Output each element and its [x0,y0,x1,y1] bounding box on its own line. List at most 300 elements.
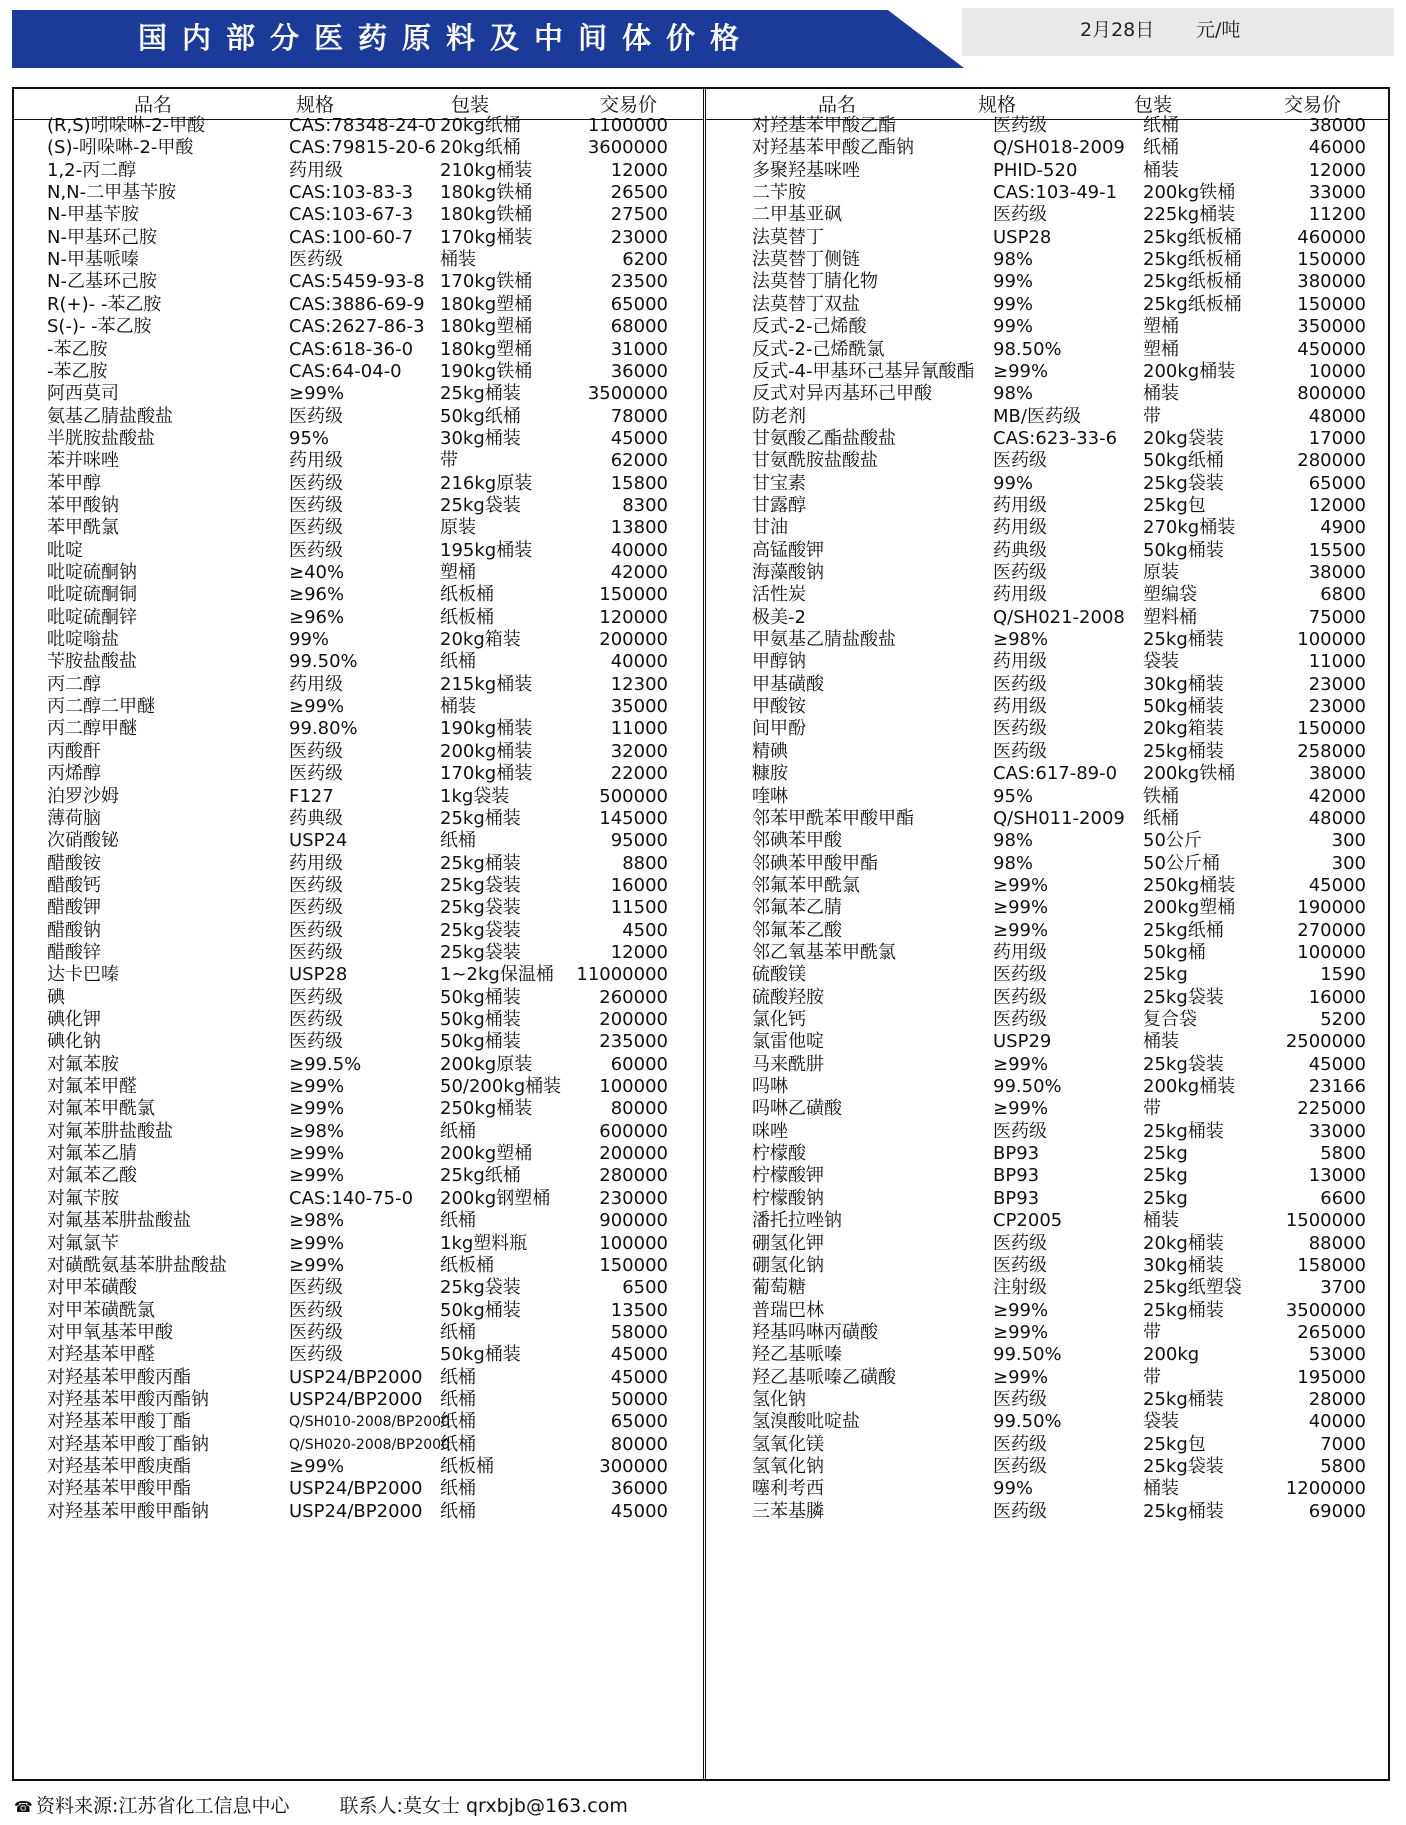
product-name: (S)-吲哚啉-2-甲酸 [47,137,194,159]
product-name: 薄荷脑 [47,807,101,829]
date-label: 2月28日 [1080,19,1155,41]
product-price: 145000 [599,807,668,829]
product-price: 5800 [1320,1143,1366,1165]
product-price: 6800 [1320,584,1366,606]
table-row [706,1499,1390,1525]
product-name: 邻氟苯乙酸 [752,919,842,941]
right-header-package: 包装 [1134,94,1173,116]
product-package: 200kg塑桶 [1143,897,1236,919]
product-price: 12000 [610,941,668,963]
product-spec: CAS:3886-69-9 [289,293,425,315]
product-spec: ≥99% [993,1299,1049,1321]
product-price: 75000 [1308,606,1366,628]
product-package: 桶装 [440,249,476,271]
product-package: 1kg塑料瓶 [440,1232,528,1254]
product-spec: CAS:5459-93-8 [289,271,425,293]
product-spec: ≥96% [289,584,345,606]
product-name: 吗啉乙磺酸 [752,1098,842,1120]
product-name: 对羟基苯甲酸甲酯钠 [47,1500,209,1522]
product-name: 碘化钠 [47,1031,101,1053]
product-package: 20kg纸桶 [440,137,521,159]
product-price: 150000 [599,1254,668,1276]
product-price: 150000 [599,584,668,606]
product-name: 醋酸钠 [47,919,101,941]
product-spec: 药用级 [993,941,1047,963]
product-name: 邻乙氧基苯甲酰氯 [752,941,896,963]
product-price: 58000 [610,1321,668,1343]
product-package: 塑桶 [1143,316,1179,338]
product-name: 甘宝素 [752,472,806,494]
product-price: 300000 [599,1456,668,1477]
product-name: 对氟苄胺 [47,1187,119,1209]
product-package: 50公斤桶 [1143,852,1220,874]
product-price: 36000 [610,1478,668,1500]
product-name: (R,S)吲哚啉-2-甲酸 [47,115,206,136]
product-package: 纸桶 [440,1120,476,1142]
product-name: 氯雷他啶 [752,1031,824,1053]
product-spec: ≥99% [289,1232,345,1254]
product-package: 50kg纸桶 [440,405,521,427]
product-spec: 医药级 [289,517,343,539]
product-package: 纸桶 [440,830,476,852]
product-price: 190000 [1297,897,1366,919]
product-price: 12000 [1308,494,1366,516]
product-name: 法莫替丁双盐 [752,293,860,315]
product-price: 13500 [610,1299,668,1321]
product-name: 吡啶硫酮锌 [47,606,137,628]
product-name: 对氟苯甲醛 [47,1076,137,1098]
product-name: 达卡巴嗪 [47,964,119,986]
product-name: 反式-2-己烯酸 [752,316,867,338]
product-package: 180kg塑桶 [440,316,533,338]
product-package: 塑编袋 [1143,584,1197,606]
product-spec: USP24 [289,830,348,852]
product-spec: 99% [289,629,330,651]
header-banner-background [962,8,1394,56]
left-header-name: 品名 [134,94,173,116]
product-name: 氯化钙 [752,1009,806,1030]
product-package: 20kg袋装 [1143,427,1224,449]
product-spec: CAS:2627-86-3 [289,316,425,338]
product-package: 200kg桶装 [1143,1076,1236,1098]
product-name: 葡萄糖 [752,1277,806,1299]
product-package: 纸桶 [440,1478,476,1500]
product-name: 邻氟苯甲酰氯 [752,874,860,896]
product-name: 硼氢化钠 [752,1254,824,1276]
product-price: 48000 [1308,807,1366,829]
product-package: 210kg桶装 [440,159,533,181]
product-package: 塑料桶 [1143,606,1197,628]
product-price: 38000 [1308,562,1366,583]
product-package: 25kg包 [1143,1433,1206,1455]
product-package: 200kg [1143,1344,1200,1366]
product-spec: 医药级 [993,1500,1047,1522]
product-name: 糠胺 [752,763,788,785]
product-package: 20kg箱装 [440,629,521,651]
product-price: 3700 [1320,1277,1366,1299]
product-package: 1kg袋装 [440,785,510,807]
product-price: 200000 [599,629,668,651]
product-package: 25kg袋装 [1143,986,1224,1008]
product-spec: USP28 [289,964,348,986]
product-name: 苯甲酰氯 [47,517,119,539]
product-name: 阿西莫司 [47,383,119,405]
product-price: 300 [1331,830,1366,852]
product-package: 190kg桶装 [440,718,533,740]
product-name: 甲酸铵 [752,696,806,718]
product-package: 25kg桶装 [1143,629,1224,651]
product-package: 纸桶 [440,1388,476,1410]
product-package: 25kg桶装 [1143,1500,1224,1522]
product-price: 6200 [622,249,668,271]
product-package: 50kg桶装 [440,1009,521,1030]
product-spec: MB/医药级 [993,405,1081,427]
product-name: 甘氨酸乙酯盐酸盐 [752,427,896,449]
product-spec: USP24/BP2000 [289,1500,423,1522]
product-spec: 药用级 [993,494,1047,516]
product-name: 羟乙基哌嗪 [752,1344,842,1366]
product-name: 高锰酸钾 [752,539,824,561]
product-spec: 注射级 [993,1277,1047,1299]
product-price: 100000 [599,1232,668,1254]
product-spec: ≥98% [289,1120,345,1142]
product-name: 泊罗沙姆 [47,785,119,807]
product-name: 次硝酸铋 [47,830,119,852]
product-price: 100000 [599,1076,668,1098]
product-name: 碘 [47,986,65,1008]
product-package: 纸板桶 [440,584,494,606]
product-package: 25kg [1143,1143,1188,1165]
product-price: 23000 [1308,673,1366,695]
product-package: 30kg桶装 [1143,673,1224,695]
product-package: 纸板桶 [440,1254,494,1276]
product-package: 25kg袋装 [1143,1456,1224,1477]
product-name: 苯甲酸钠 [47,494,119,516]
product-name: 对羟基苯甲酸丙酯钠 [47,1388,209,1410]
product-price: 100000 [1297,629,1366,651]
product-price: 225000 [1297,1098,1366,1120]
product-package: 170kg桶装 [440,226,533,248]
product-price: 62000 [610,450,668,472]
product-price: 230000 [599,1187,668,1209]
product-name: 邻碘苯甲酸 [752,830,842,852]
product-spec: 药用级 [993,651,1047,673]
product-package: 纸桶 [440,651,476,673]
product-name: 对氟苯乙腈 [47,1143,137,1165]
product-package: 25kg袋装 [440,1277,521,1299]
left-header-spec: 规格 [296,94,335,116]
product-price: 235000 [599,1031,668,1053]
product-name: 对羟基苯甲酸庚酯 [47,1456,191,1477]
product-package: 180kg铁桶 [440,182,533,204]
product-package: 216kg原装 [440,472,533,494]
product-package: 250kg桶装 [1143,874,1236,896]
product-price: 150000 [1297,249,1366,271]
product-package: 225kg桶装 [1143,204,1236,226]
product-name: 丙酸酐 [47,740,101,762]
product-price: 11000000 [576,964,668,986]
product-name: 氢溴酸吡啶盐 [752,1411,860,1433]
product-price: 120000 [599,606,668,628]
product-name: 甘油 [752,517,788,539]
product-name: 甲醇钠 [752,651,806,673]
product-package: 25kg桶装 [440,852,521,874]
product-package: 桶装 [1143,1478,1179,1500]
product-name: 喹啉 [752,785,788,807]
product-spec: 医药级 [289,494,343,516]
product-name: N-甲基哌嗪 [47,249,139,271]
product-package: 带 [1143,1321,1161,1343]
product-spec: 医药级 [993,1433,1047,1455]
product-spec: CAS:64-04-0 [289,360,402,382]
product-name: 普瑞巴林 [752,1299,824,1321]
product-name: 醋酸铵 [47,852,101,874]
product-name: 苄胺盐酸盐 [47,651,137,673]
product-price: 27500 [610,204,668,226]
product-package: 50kg桶装 [440,1344,521,1366]
product-price: 300 [1331,852,1366,874]
product-package: 50/200kg桶装 [440,1076,562,1098]
product-price: 158000 [1297,1254,1366,1276]
product-price: 4900 [1320,517,1366,539]
product-price: 3600000 [587,137,668,159]
product-name: 柠檬酸 [752,1143,806,1165]
product-spec: CAS:140-75-0 [289,1187,414,1209]
product-spec: 医药级 [289,897,343,919]
product-spec: BP93 [993,1143,1040,1165]
product-spec: 医药级 [993,450,1047,472]
product-spec: 医药级 [993,1009,1047,1030]
product-price: 28000 [1308,1388,1366,1410]
product-name: 对氟苯甲酰氯 [47,1098,155,1120]
product-name: 氢氧化镁 [752,1433,824,1455]
product-price: 265000 [1297,1321,1366,1343]
product-name: 醋酸钙 [47,874,101,896]
product-spec: CAS:618-36-0 [289,338,414,360]
product-name: 法莫替丁侧链 [752,249,860,271]
product-name: 吡啶嗡盐 [47,629,119,651]
product-price: 69000 [1308,1500,1366,1522]
product-price: 8800 [622,852,668,874]
product-price: 38000 [1308,763,1366,785]
product-name: R(+)- -苯乙胺 [47,293,162,315]
product-name: -苯乙胺 [47,338,108,360]
product-name: 对羟基苯甲酸乙酯钠 [752,137,914,159]
product-spec: ≥99.5% [289,1053,362,1075]
product-spec: ≥99% [993,874,1049,896]
product-spec: USP29 [993,1031,1052,1053]
product-spec: ≥99% [289,383,345,405]
product-spec: Q/SH011-2009 [993,807,1125,829]
product-spec: 98% [993,830,1034,852]
product-price: 15800 [610,472,668,494]
product-name: 对磺酰氨基苯肼盐酸盐 [47,1254,227,1276]
contact-text: 联系人:莫女士 qrxbjb@163.com [339,1795,628,1817]
product-spec: 医药级 [289,919,343,941]
product-name: 丙二醇二甲醚 [47,696,155,718]
product-package: 50kg纸桶 [1143,450,1224,472]
product-spec: 医药级 [993,964,1047,986]
product-package: 桶装 [440,696,476,718]
product-spec: CAS:623-33-6 [993,427,1118,449]
product-price: 4500 [622,919,668,941]
product-spec: 医药级 [289,1009,343,1030]
product-spec: 99.50% [993,1411,1062,1433]
product-package: 25kg袋装 [440,874,521,896]
product-name: 对甲氧基苯甲酸 [47,1321,173,1343]
product-name: N-甲基苄胺 [47,204,139,226]
product-package: 170kg桶装 [440,763,533,785]
product-name: 半胱胺盐酸盐 [47,427,155,449]
product-spec: CAS:78348-24-0 [289,115,436,136]
product-name: 羟乙基哌嗪乙磺酸 [752,1366,896,1388]
product-name: 苯并咪唑 [47,450,119,472]
product-package: 原装 [440,517,476,539]
product-name: 吡啶硫酮钠 [47,562,137,583]
product-package: 30kg桶装 [1143,1254,1224,1276]
product-price: 36000 [610,360,668,382]
product-spec: 药用级 [993,696,1047,718]
product-price: 12000 [610,159,668,181]
product-name: 甘露醇 [752,494,806,516]
product-price: 500000 [599,785,668,807]
product-package: 25kg袋装 [440,494,521,516]
product-name: 活性炭 [752,584,806,606]
product-name: 碘化钾 [47,1009,101,1030]
product-spec: 99% [993,472,1034,494]
product-price: 450000 [1297,338,1366,360]
product-package: 200kg铁桶 [1143,182,1236,204]
product-price: 200000 [599,1143,668,1165]
product-spec: 药用级 [289,159,343,181]
product-name: 反式-2-己烯酰氯 [752,338,885,360]
product-name: 二甲基亚砜 [752,204,842,226]
product-package: 20kg箱装 [1143,718,1224,740]
product-price: 45000 [610,1366,668,1388]
product-package: 纸桶 [440,1321,476,1343]
product-spec: CAS:100-60-7 [289,226,414,248]
product-name: 对羟基苯甲酸丁酯 [47,1411,191,1433]
product-spec: 医药级 [289,1277,343,1299]
product-spec: ≥99% [993,919,1049,941]
product-price: 16000 [610,874,668,896]
product-price: 13800 [610,517,668,539]
product-package: 纸桶 [440,1500,476,1522]
product-spec: CP2005 [993,1210,1063,1232]
product-package: 50公斤 [1143,830,1202,852]
product-price: 80000 [610,1098,668,1120]
product-package: 25kg纸塑袋 [1143,1277,1242,1299]
product-spec: 医药级 [993,1388,1047,1410]
product-spec: 99% [993,293,1034,315]
product-spec: ≥99% [993,1321,1049,1343]
product-spec: 药典级 [289,807,343,829]
product-name: 丙二醇 [47,673,101,695]
product-spec: ≥99% [993,897,1049,919]
product-spec: 99.50% [993,1344,1062,1366]
product-spec: 医药级 [993,1120,1047,1142]
product-name: 对羟基苯甲醛 [47,1344,155,1366]
product-price: 11500 [610,897,668,919]
product-package: 25kg桶装 [1143,1388,1224,1410]
right-header-price: 交易价 [1284,94,1342,116]
product-spec: CAS:103-67-3 [289,204,414,226]
product-price: 17000 [1308,427,1366,449]
product-package: 25kg桶装 [440,807,521,829]
product-package: 30kg桶装 [440,427,521,449]
product-price: 1590 [1320,964,1366,986]
product-package: 25kg [1143,1187,1188,1209]
product-price: 65000 [610,293,668,315]
product-package: 纸桶 [440,1411,476,1433]
product-name: 氢化钠 [752,1388,806,1410]
product-package: 25kg [1143,964,1188,986]
product-spec: CAS:103-83-3 [289,182,414,204]
product-spec: 医药级 [993,1254,1047,1276]
product-spec: USP24/BP2000 [289,1478,423,1500]
product-price: 35000 [610,696,668,718]
product-spec: BP93 [993,1165,1040,1187]
product-name: 对氟苯胺 [47,1053,119,1075]
product-package: 纸桶 [440,1210,476,1232]
product-package: 纸桶 [1143,807,1179,829]
product-price: 31000 [610,338,668,360]
product-spec: ≥99% [289,1143,345,1165]
product-price: 42000 [610,562,668,583]
product-spec: 药用级 [289,852,343,874]
product-package: 塑桶 [440,562,476,583]
product-spec: ≥99% [993,1053,1049,1075]
product-spec: 医药级 [289,405,343,427]
product-spec: 98% [993,249,1034,271]
product-price: 6500 [622,1277,668,1299]
product-price: 200000 [599,1009,668,1030]
product-price: 10000 [1308,360,1366,382]
product-spec: 99% [993,1478,1034,1500]
product-spec: 医药级 [993,115,1047,136]
product-name: 邻碘苯甲酸甲酯 [752,852,878,874]
product-price: 45000 [1308,874,1366,896]
product-name: 对甲苯磺酰氯 [47,1299,155,1321]
product-spec: 98% [993,852,1034,874]
product-package: 带 [1143,1098,1161,1120]
product-spec: 药用级 [993,584,1047,606]
product-package: 20kg桶装 [1143,1232,1224,1254]
product-spec: CAS:617-89-0 [993,763,1118,785]
product-package: 1~2kg保温桶 [440,964,554,986]
product-price: 32000 [610,740,668,762]
product-package: 桶装 [1143,159,1179,181]
product-package: 纸桶 [440,1366,476,1388]
product-price: 40000 [610,651,668,673]
product-spec: ≥99% [289,1456,345,1477]
product-price: 800000 [1297,383,1366,405]
product-name: 二苄胺 [752,182,806,204]
product-price: 46000 [1308,137,1366,159]
product-package: 200kg桶装 [1143,360,1236,382]
product-package: 原装 [1143,562,1179,583]
product-spec: 95% [993,785,1034,807]
product-spec: ≥96% [289,606,345,628]
product-name: 甲氨基乙腈盐酸盐 [752,629,896,651]
product-name: S(-)- -苯乙胺 [47,316,152,338]
product-price: 1100000 [587,115,668,136]
product-name: 对羟基苯甲酸乙酯 [752,115,896,136]
product-spec: 药用级 [289,450,343,472]
product-package: 50kg桶装 [1143,696,1224,718]
product-package: 20kg纸桶 [440,115,521,136]
product-package: 25kg桶装 [1143,740,1224,762]
